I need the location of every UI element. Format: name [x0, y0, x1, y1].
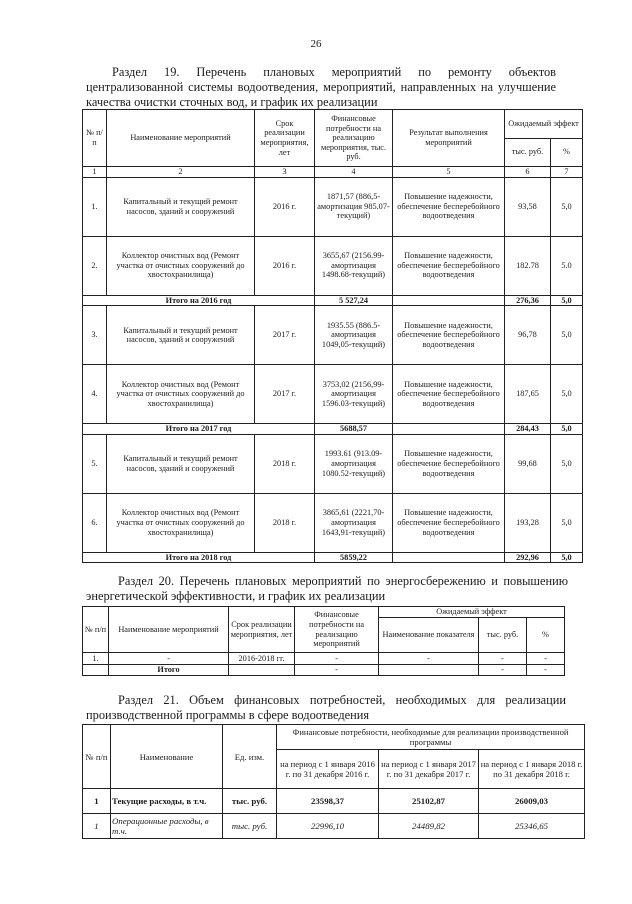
col-number: 7	[551, 167, 583, 178]
row-percent: 5,0	[551, 306, 583, 365]
row-unit: тыс. руб.	[223, 789, 277, 814]
col-name-header: Наименование мероприятий	[107, 110, 255, 167]
row-name: Операционные расходы, в т.ч.	[111, 814, 223, 839]
total-label: Итого на 2017 год	[83, 424, 315, 435]
col-effect-percent-header: %	[551, 138, 583, 167]
table-row	[83, 789, 585, 814]
row-percent: 5,0	[551, 434, 583, 493]
row-effect: 96,78	[505, 306, 551, 365]
col-result-header: Результат выполнения мероприятий	[393, 110, 505, 167]
total-num	[83, 665, 109, 676]
row-effect: 99,68	[505, 434, 551, 493]
col-period-2018-header: на период с 1 января 2018 г. по 31 декабря 2018 г.	[479, 750, 585, 789]
total-finance: 5 527,24	[315, 295, 393, 306]
row-term: 2016 г.	[255, 236, 315, 295]
row-result: Повышение надежности, обеспечение бесперебойного водоотведения	[393, 177, 505, 236]
row-num: 1	[83, 789, 111, 814]
row-value-2018: 26009,03	[479, 789, 585, 814]
row-name: Капитальный и текущий ремонт насосов, зданий и сооружений	[107, 434, 255, 493]
total-finance: 5688,57	[315, 424, 393, 435]
col-indicator-header: Наименование показателя	[379, 618, 479, 653]
row-num: 4.	[83, 365, 107, 424]
row-num: 6.	[83, 493, 107, 552]
col-number: 4	[315, 167, 393, 178]
row-percent: -	[527, 653, 565, 665]
section-19-table	[82, 109, 583, 563]
row-name: Коллектор очистных вод (Ремонт участка от очистных сооружений до хвостохранилища)	[107, 365, 255, 424]
total-row	[83, 295, 583, 306]
table-row	[83, 434, 583, 493]
row-finance: -	[295, 653, 379, 665]
table-row	[83, 236, 583, 295]
row-num: 2.	[83, 236, 107, 295]
row-result: Повышение надежности, обеспечение бесперебойного водоотведения	[393, 493, 505, 552]
row-name: Коллектор очистных вод (Ремонт участка от очистных сооружений до хвостохранилища)	[107, 236, 255, 295]
row-result: Повышение надежности, обеспечение бесперебойного водоотведения	[393, 306, 505, 365]
row-indicator: -	[379, 653, 479, 665]
col-percent-header: %	[527, 618, 565, 653]
row-percent: 5,0	[551, 365, 583, 424]
col-group-header: Финансовые потребности, необходимые для реализации производственной программы	[277, 725, 585, 750]
col-num-header: № п/п	[83, 110, 107, 167]
row-value-2016: 23598,37	[277, 789, 379, 814]
total-result	[393, 552, 505, 563]
row-name: Капитальный и текущий ремонт насосов, зданий и сооружений	[107, 306, 255, 365]
total-finance: -	[295, 665, 379, 676]
row-term: 2018 г.	[255, 493, 315, 552]
row-finance: 1993.61 (913.09-амортизация 1080.52-текущий)	[315, 434, 393, 493]
col-name-header: Наименование	[111, 725, 223, 789]
total-row	[83, 665, 565, 676]
row-finance: 3655,67 (2156.99-амортизация 1498.68-текущий)	[315, 236, 393, 295]
total-result	[393, 424, 505, 435]
row-result: Повышение надежности, обеспечение бесперебойного водоотведения	[393, 365, 505, 424]
total-indicator	[379, 665, 479, 676]
total-label: Итого на 2016 год	[83, 295, 315, 306]
row-effect: 93,58	[505, 177, 551, 236]
total-percent: 5,0	[551, 552, 583, 563]
col-name-header: Наименование мероприятий	[109, 607, 229, 653]
row-name: -	[109, 653, 229, 665]
row-num: 5.	[83, 434, 107, 493]
total-row	[83, 552, 583, 563]
row-num: 1.	[83, 177, 107, 236]
col-number: 5	[393, 167, 505, 178]
total-result	[393, 295, 505, 306]
table-row	[83, 177, 583, 236]
row-num: 1	[83, 814, 111, 839]
total-thousand: -	[479, 665, 527, 676]
total-label: Итого	[109, 665, 229, 676]
table-row	[83, 306, 583, 365]
col-num-header: № п/п	[83, 725, 111, 789]
table-row	[83, 653, 565, 665]
total-effect: 284,43	[505, 424, 551, 435]
row-effect: 187,65	[505, 365, 551, 424]
row-finance: 1935.55 (886.5-амортизация 1049,05-текущий)	[315, 306, 393, 365]
total-effect: 276,36	[505, 295, 551, 306]
section-21-table	[82, 724, 585, 839]
row-num: 3.	[83, 306, 107, 365]
col-term-header: Срок реализации мероприятия, лет	[229, 607, 295, 653]
row-value-2016: 22996,10	[277, 814, 379, 839]
col-period-2017-header: на период с 1 января 2017 г. по 31 декабря 2017 г.	[379, 750, 479, 789]
table-row	[83, 365, 583, 424]
row-term: 2018 г.	[255, 434, 315, 493]
row-result: Повышение надежности, обеспечение бесперебойного водоотведения	[393, 236, 505, 295]
total-row	[83, 424, 583, 435]
total-finance: 5859,22	[315, 552, 393, 563]
row-unit: тыс. руб.	[223, 814, 277, 839]
row-value-2018: 25346,65	[479, 814, 585, 839]
row-finance: 3865,61 (2221,70-амортизация 1643,91-текущий)	[315, 493, 393, 552]
table-row	[83, 493, 583, 552]
page-number: 26	[310, 38, 322, 50]
total-effect: 292,96	[505, 552, 551, 563]
col-period-2016-header: на период с 1 января 2016 г. по 31 декабря 2016 г.	[277, 750, 379, 789]
row-percent: 5.0	[551, 236, 583, 295]
row-name: Капитальный и текущий ремонт насосов, зданий и сооружений	[107, 177, 255, 236]
row-percent: 5,0	[551, 493, 583, 552]
row-effect: 182.78	[505, 236, 551, 295]
row-finance: 1871,57 (886,5-амортизация 985.07-текущий)	[315, 177, 393, 236]
row-thousand: -	[479, 653, 527, 665]
section-20-table	[82, 606, 565, 676]
col-finance-header: Финансовые потребности на реализацию мероприятий	[295, 607, 379, 653]
total-percent: -	[527, 665, 565, 676]
section-20-title: Раздел 20. Перечень плановых мероприятий по энергосбережению и повышению энергетической эффективности, и график их реализации	[86, 574, 568, 603]
col-effect-thousand-header: тыс. руб.	[505, 138, 551, 167]
total-label: Итого на 2018 год	[83, 552, 315, 563]
row-value-2017: 24489,82	[379, 814, 479, 839]
col-effect-header: Ожидаемый эффект	[505, 110, 583, 139]
row-name: Коллектор очистных вод (Ремонт участка от очистных сооружений до хвостохранилища)	[107, 493, 255, 552]
row-num: 1.	[83, 653, 109, 665]
row-effect: 193,28	[505, 493, 551, 552]
col-num-header: № п/п	[83, 607, 109, 653]
row-finance: 3753,02 (2156,99-амортизация 1596.03-текущий)	[315, 365, 393, 424]
row-name: Текущие расходы, в т.ч.	[111, 789, 223, 814]
section-21-title: Раздел 21. Объем финансовых потребностей, необходимых для реализации производственной программы в сфере водоотведения	[86, 693, 566, 722]
section-19-title: Раздел 19. Перечень плановых мероприятий по ремонту объектов централизованной системы водоотведения, мероприятий, направленных на улучшение качества очистки сточных вод, и график их реализации	[86, 65, 556, 109]
row-value-2017: 25102,87	[379, 789, 479, 814]
col-number: 1	[83, 167, 107, 178]
col-number: 6	[505, 167, 551, 178]
row-percent: 5,0	[551, 177, 583, 236]
col-finance-header: Финансовые потребности на реализацию мероприятия, тыс. руб.	[315, 110, 393, 167]
col-term-header: Срок реализации мероприятия, лет	[255, 110, 315, 167]
table-row	[83, 814, 585, 839]
row-term: 2017 г.	[255, 306, 315, 365]
total-percent: 5,0	[551, 295, 583, 306]
row-term: 2016 г.	[255, 177, 315, 236]
col-number: 3	[255, 167, 315, 178]
col-effect-header: Ожидаемый эффект	[379, 607, 565, 618]
row-term: 2016-2018 гг.	[229, 653, 295, 665]
col-thousand-header: тыс. руб.	[479, 618, 527, 653]
col-unit-header: Ед. изм.	[223, 725, 277, 789]
row-term: 2017 г.	[255, 365, 315, 424]
total-percent: 5,0	[551, 424, 583, 435]
col-number: 2	[107, 167, 255, 178]
total-term	[229, 665, 295, 676]
row-result: Повышение надежности, обеспечение бесперебойного водоотведения	[393, 434, 505, 493]
